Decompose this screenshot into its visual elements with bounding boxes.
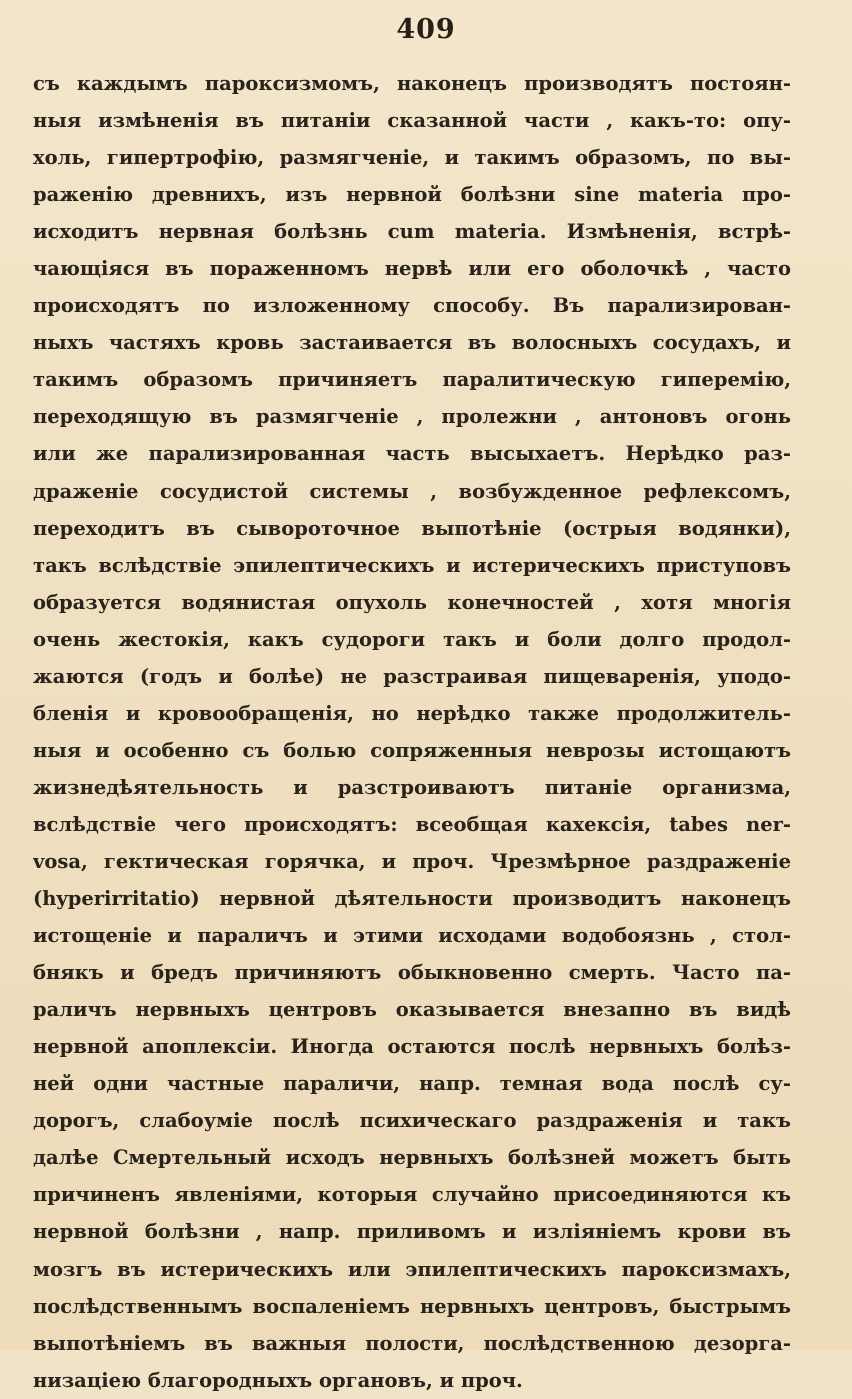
text-line: мозгъ въ истерическихъ или эпилептическихъ пароксизмахъ, (33, 1257, 791, 1281)
text-line: истощеніе и параличъ и этими исходами водобоязнь , стол- (33, 924, 791, 948)
text-line: переходитъ въ сывороточное выпотѣніе (острыя водянки), (33, 516, 791, 540)
text-line: причиненъ явленіями, которыя случайно присоединяются къ (33, 1183, 791, 1207)
text-line: ныя измѣненія въ питаніи сказанной части , какъ-то: опу- (33, 109, 791, 133)
text-line: ней одни частные параличи, напр. темная вода послѣ су- (33, 1072, 791, 1096)
text-line: нервной апоплексіи. Иногда остаются послѣ нервныхъ болѣз- (33, 1035, 791, 1059)
text-line: съ каждымъ пароксизмомъ, наконецъ производятъ постоян- (33, 72, 791, 95)
text-line: холь, гипертрофію, размягченіе, и такимъ образомъ, по вы- (33, 146, 791, 170)
text-line: бленія и кровообращенія, но нерѣдко также продолжитель- (33, 701, 791, 725)
text-line: бнякъ и бредъ причиняютъ обыкновенно смерть. Часто па- (33, 961, 791, 985)
text-line: вслѣдствіе чего происходятъ: всеобщая кахексія, tabes ner- (33, 812, 791, 836)
text-line: выпотѣніемъ въ важныя полости, послѣдственною дезорга- (33, 1331, 791, 1355)
text-line: (hyperirritatio) нервной дѣятельности производитъ наконецъ (33, 887, 791, 911)
text-line: такъ вслѣдствіе эпилептическихъ и истерическихъ приступовъ (33, 553, 791, 577)
text-line: vosa, гектическая горячка, и проч. Чрезмѣрное раздраженіе (33, 849, 791, 873)
text-line: далѣе Смертельный исходъ нервныхъ болѣзней можетъ быть (33, 1146, 791, 1170)
text-line: исходитъ нервная болѣзнь cum materia. Измѣненія, встрѣ- (33, 220, 791, 244)
text-line: раженію древнихъ, изъ нервной болѣзни sine materia про- (33, 183, 791, 207)
text-line: очень жестокія, какъ судороги такъ и боли долго продол- (33, 627, 791, 651)
text-line: ныхъ частяхъ кровь застаивается въ волосныхъ сосудахъ, и (33, 331, 791, 355)
text-line: послѣдственнымъ воспаленіемъ нервныхъ центровъ, быстрымъ (33, 1294, 791, 1318)
page-number: 409 (396, 14, 456, 45)
text-line: ныя и особенно съ болью сопряженныя неврозы истощаютъ (33, 738, 791, 762)
text-line: происходятъ по изложенному способу. Въ парализирован- (33, 294, 791, 318)
text-line: переходящую въ размягченіе , пролежни , антоновъ огонь (33, 405, 791, 429)
text-line: жаются (годъ и болѣе) не разстраивая пищеваренія, уподо- (33, 664, 791, 688)
text-line: чающіяся въ пораженномъ нервѣ или его оболочкѣ , часто (33, 257, 791, 281)
text-line: низаціею благородныхъ органовъ, и проч. (33, 1368, 523, 1392)
text-line: такимъ образомъ причиняетъ паралитическую гиперемію, (33, 368, 791, 392)
text-line: жизнедѣятельность и разстроиваютъ питаніе организма, (33, 775, 791, 799)
text-line: дорогъ, слабоуміе послѣ психическаго раздраженія и такъ (33, 1109, 791, 1133)
text-line: или же парализированная часть высыхаетъ. Нерѣдко раз- (33, 442, 791, 466)
text-line: образуется водянистая опухоль конечностей , хотя многія (33, 590, 791, 614)
body-text (33, 65, 791, 1399)
text-line: нервной болѣзни , напр. приливомъ и изліяніемъ крови въ (33, 1220, 791, 1244)
text-line: раличъ нервныхъ центровъ оказывается внезапно въ видѣ (33, 998, 791, 1022)
text-line: драженіе сосудистой системы , возбужденное рефлексомъ, (33, 479, 791, 503)
